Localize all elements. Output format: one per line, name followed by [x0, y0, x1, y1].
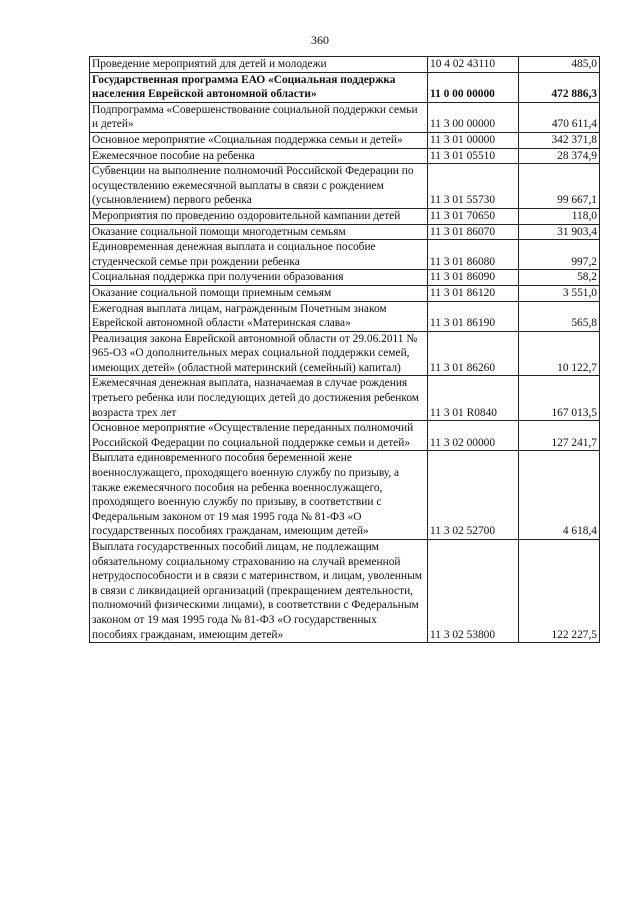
table-row — [90, 331, 600, 376]
row-amount: 58,2 — [519, 270, 600, 286]
row-name: Государственная программа ЕАО «Социальная поддержка населения Еврейской автономной области» — [90, 72, 428, 102]
table-row — [90, 540, 600, 643]
budget-table — [89, 56, 600, 643]
row-code: 11 3 01 R0840 — [428, 376, 519, 421]
row-name: Мероприятия по проведению оздоровительной кампании детей — [90, 208, 428, 224]
row-code: 11 3 02 52700 — [428, 451, 519, 540]
row-name: Проведение мероприятий для детей и молодежи — [90, 57, 428, 73]
table-row — [90, 164, 600, 209]
table-row — [90, 72, 600, 102]
row-code: 11 3 01 86260 — [428, 331, 519, 376]
table-row — [90, 285, 600, 301]
row-code: 11 3 02 00000 — [428, 421, 519, 451]
row-amount: 10 122,7 — [519, 331, 600, 376]
row-name: Единовременная денежная выплата и социальное пособие студенческой семье при рождении ребенка — [90, 240, 428, 270]
row-name: Подпрограмма «Совершенствование социальной поддержки семьи и детей» — [90, 102, 428, 132]
table-row — [90, 270, 600, 286]
row-code: 10 4 02 43110 — [428, 57, 519, 73]
row-name: Оказание социальной помощи многодетным семьям — [90, 224, 428, 240]
table-row — [90, 451, 600, 540]
row-name: Основное мероприятие «Социальная поддержка семьи и детей» — [90, 132, 428, 148]
row-code: 11 3 01 70650 — [428, 208, 519, 224]
row-amount: 565,8 — [519, 301, 600, 331]
row-name: Ежемесячная денежная выплата, назначаемая в случае рождения третьего ребенка или последующих детей до достижения ребенком возраста трех лет — [90, 376, 428, 421]
table-row — [90, 301, 600, 331]
row-name: Субвенции на выполнение полномочий Российской Федерации по осуществлению ежемесячной выплаты в связи с рождением (усыновлением) первого ребенка — [90, 164, 428, 209]
table-row — [90, 240, 600, 270]
row-amount: 167 013,5 — [519, 376, 600, 421]
row-name: Выплата единовременного пособия беременной жене военнослужащего, проходящего военную службу по призыву, а также ежемесячного пособия на ребенка военнослужащего, проходящего военную службу по призыву, в соответствии с Федеральным законом от 19 мая 1995 года № 81-ФЗ «О государственных пособиях гражданам, имеющим детей» — [90, 451, 428, 540]
row-name: Ежемесячное пособие на ребенка — [90, 148, 428, 164]
row-amount: 4 618,4 — [519, 451, 600, 540]
row-code: 11 3 01 86120 — [428, 285, 519, 301]
row-name: Социальная поддержка при получении образования — [90, 270, 428, 286]
page-number: 360 — [311, 33, 329, 47]
row-code: 11 0 00 00000 — [428, 72, 519, 102]
table-row — [90, 376, 600, 421]
table-row — [90, 208, 600, 224]
row-name: Реализация закона Еврейской автономной области от 29.06.2011 № 965-ОЗ «О дополнительных мерах социальной поддержки семей, имеющих детей» (областной материнский (семейный) капитал) — [90, 331, 428, 376]
table-row — [90, 57, 600, 73]
row-name: Ежегодная выплата лицам, награжденным Почетным знаком Еврейской автономной области «Материнская слава» — [90, 301, 428, 331]
row-name: Выплата государственных пособий лицам, не подлежащим обязательному социальному страхованию на случай временной нетрудоспособности и в связи с материнством, и лицам, уволенным в связи с ликвидацией организаций (прекращением деятельности, полномочий физическими лицами), в соответствии с Федеральным законом от 19 мая 1995 года № 81-ФЗ «О государственных пособиях гражданам, имеющим детей» — [90, 540, 428, 643]
row-name: Основное мероприятие «Осуществление переданных полномочий Российской Федерации по социальной поддержке семьи и детей» — [90, 421, 428, 451]
row-amount: 342 371,8 — [519, 132, 600, 148]
row-code: 11 3 01 55730 — [428, 164, 519, 209]
row-amount: 122 227,5 — [519, 540, 600, 643]
table-row — [90, 224, 600, 240]
row-code: 11 3 01 00000 — [428, 132, 519, 148]
table-row — [90, 148, 600, 164]
row-amount: 470 611,4 — [519, 102, 600, 132]
row-code: 11 3 01 05510 — [428, 148, 519, 164]
row-amount: 31 903,4 — [519, 224, 600, 240]
row-code: 11 3 01 86090 — [428, 270, 519, 286]
row-code: 11 3 02 53800 — [428, 540, 519, 643]
row-amount: 3 551,0 — [519, 285, 600, 301]
row-amount: 127 241,7 — [519, 421, 600, 451]
table-row — [90, 421, 600, 451]
row-amount: 99 667,1 — [519, 164, 600, 209]
row-amount: 28 374,9 — [519, 148, 600, 164]
table-row — [90, 132, 600, 148]
row-code: 11 3 00 00000 — [428, 102, 519, 132]
row-name: Оказание социальной помощи приемным семьям — [90, 285, 428, 301]
row-amount: 472 886,3 — [519, 72, 600, 102]
row-code: 11 3 01 86190 — [428, 301, 519, 331]
row-code: 11 3 01 86070 — [428, 224, 519, 240]
row-amount: 485,0 — [519, 57, 600, 73]
budget-table-body — [90, 57, 600, 643]
table-row — [90, 102, 600, 132]
row-code: 11 3 01 86080 — [428, 240, 519, 270]
row-amount: 997,2 — [519, 240, 600, 270]
row-amount: 118,0 — [519, 208, 600, 224]
